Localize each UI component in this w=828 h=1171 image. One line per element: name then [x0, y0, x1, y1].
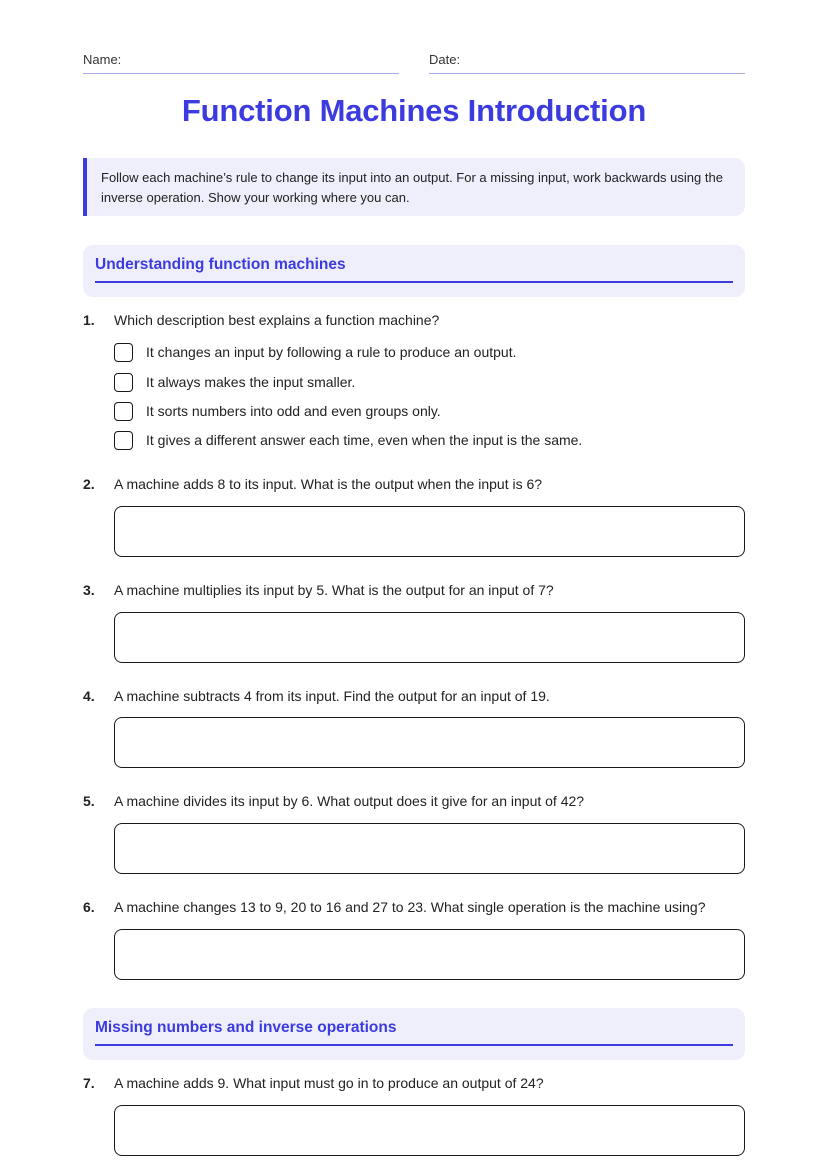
name-label: Name:	[83, 52, 122, 67]
question-text: Which description best explains a function machine?	[114, 312, 440, 328]
option-text: It gives a different answer each time, even when the input is the same.	[146, 432, 583, 448]
name-field[interactable]	[83, 52, 399, 74]
answer-box-2[interactable]	[114, 506, 745, 557]
section-missing-numbers	[83, 1008, 745, 1060]
checkbox[interactable]	[114, 373, 133, 392]
option-text: It sorts numbers into odd and even groups only.	[146, 403, 441, 419]
answer-box-3[interactable]	[114, 612, 745, 663]
question-number: 7.	[83, 1075, 95, 1091]
checkbox[interactable]	[114, 431, 133, 450]
page-title: Function Machines Introduction	[181, 93, 647, 128]
instructions-box	[83, 158, 745, 216]
option-text: It changes an input by following a rule to produce an output.	[146, 344, 517, 360]
question-text: A machine changes 13 to 9, 20 to 16 and 27 to 23. What single operation is the machine using?	[114, 899, 706, 915]
date-field[interactable]	[429, 52, 745, 74]
section-divider	[95, 281, 733, 283]
answer-box-4[interactable]	[114, 717, 745, 768]
question-number: 4.	[83, 688, 95, 704]
question-text: A machine adds 8 to its input. What is the output when the input is 6?	[114, 476, 543, 492]
question-number: 5.	[83, 793, 95, 809]
answer-box-6[interactable]	[114, 929, 745, 980]
question-text: A machine adds 9. What input must go in to produce an output of 24?	[114, 1075, 544, 1091]
question-number: 6.	[83, 899, 95, 915]
option-1d[interactable]	[114, 431, 734, 455]
question-text: A machine subtracts 4 from its input. Find the output for an input of 19.	[114, 688, 550, 704]
answer-box-5[interactable]	[114, 823, 745, 874]
option-1c[interactable]	[114, 402, 734, 426]
option-text: It always makes the input smaller.	[146, 374, 356, 390]
question-text: A machine multiplies its input by 5. What is the output for an input of 7?	[114, 582, 554, 598]
option-1a[interactable]	[114, 343, 734, 367]
question-number: 3.	[83, 582, 95, 598]
instructions-text: Follow each machine’s rule to change its input into an output. For a missing input, work backwards using the inverse operation. Show your working where you can.	[101, 170, 723, 205]
header-fields	[83, 52, 745, 74]
question-text: A machine divides its input by 6. What output does it give for an input of 42?	[114, 793, 585, 809]
section-title: Understanding function machines	[95, 256, 346, 273]
question-number: 2.	[83, 476, 95, 492]
answer-box-7[interactable]	[114, 1105, 745, 1156]
date-label: Date:	[429, 52, 461, 67]
question-number: 1.	[83, 312, 95, 328]
section-title: Missing numbers and inverse operations	[95, 1019, 397, 1036]
section-understanding	[83, 245, 745, 297]
checkbox[interactable]	[114, 343, 133, 362]
option-1b[interactable]	[114, 373, 734, 397]
checkbox[interactable]	[114, 402, 133, 421]
section-divider	[95, 1044, 733, 1046]
